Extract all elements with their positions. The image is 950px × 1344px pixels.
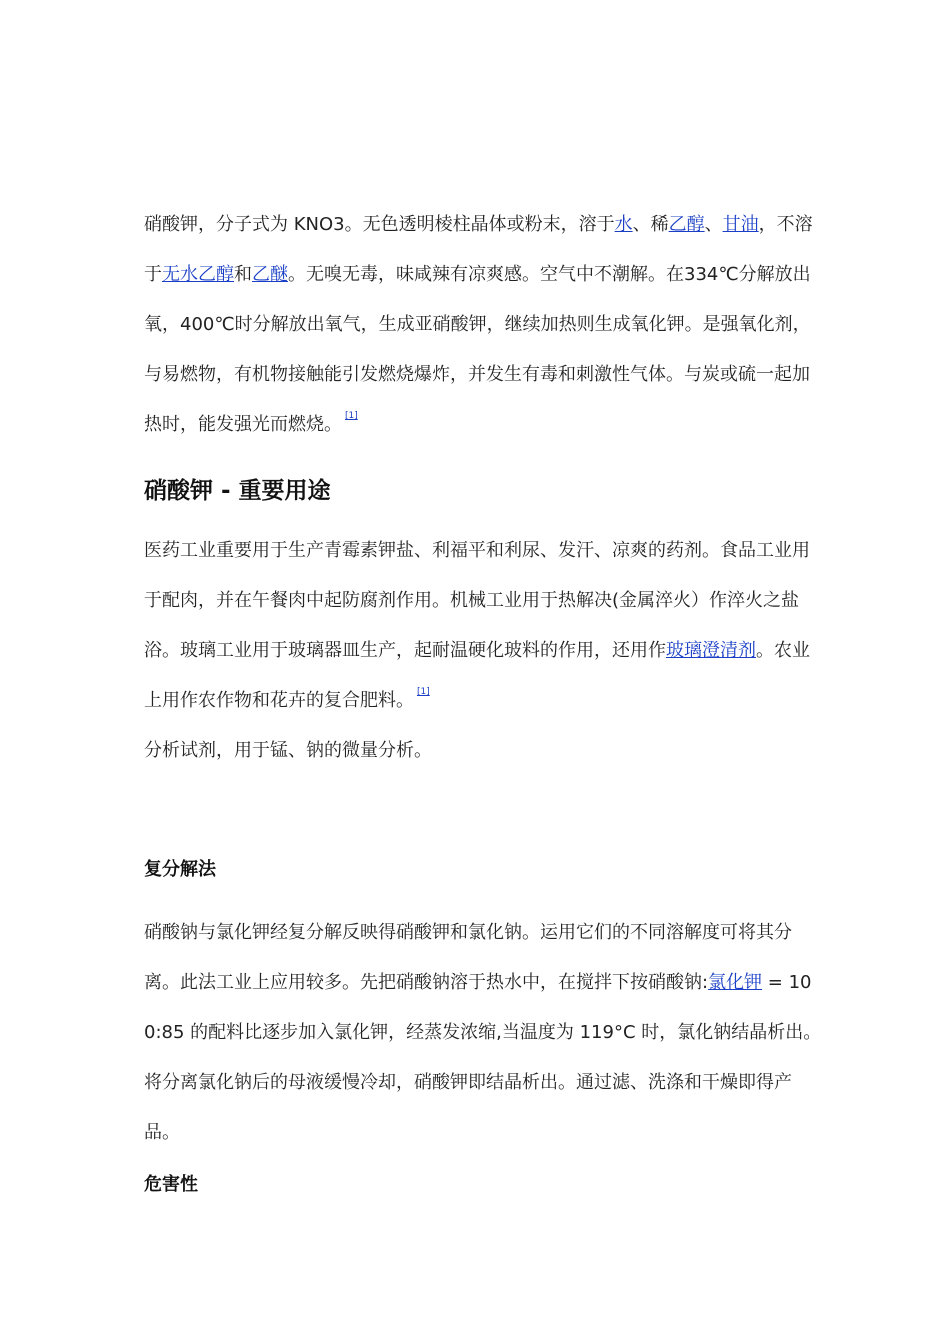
uses-text-1: 医药工业重要用于生产青霉素钾盐、利福平和利尿、发汗、凉爽的药剂。食品工业用于配肉，并在午餐肉中起防腐剂作用。机械工业用于热解决(金属淬火）作淬火之盐浴。玻璃工业用于玻璃器皿生产，起耐温硬化玻料的作用，还用作 (144, 540, 810, 661)
link-glass-clarifier[interactable]: 玻璃澄清剂 (666, 640, 756, 661)
intro-text-6: 。无嗅无毒，味咸辣有凉爽感。空气中不潮解。在334℃分解放出氧，400℃时分解放出氧气，生成亚硝酸钾，继续加热则生成氧化钾。是强氧化剂，与易燃物，有机物接触能引发燃烧爆炸，并发生有毒和刺激性气体。与炭或硫一起加热时，能发强光而燃烧。 (144, 264, 811, 435)
intro-text-1: 硝酸钾，分子式为 KNO3。无色透明棱柱晶体或粉末，溶于 (144, 214, 615, 235)
reagent-paragraph: 分析试剂，用于锰、钠的微量分析。 (144, 740, 432, 761)
method-heading: 复分解法 (144, 859, 216, 880)
intro-text-2: 、稀 (632, 214, 669, 235)
uses-reference-link[interactable]: [1] (417, 687, 430, 697)
link-potassium-chloride[interactable]: 氯化钾 (708, 972, 763, 993)
uses-text-2: 。农业上用作农作物和花卉的复合肥料。 (144, 640, 810, 711)
intro-text-4: ，不溶于 (144, 214, 813, 285)
uses-paragraph (144, 526, 824, 729)
intro-text-3: 、 (704, 214, 723, 235)
intro-paragraph (144, 200, 824, 453)
method-text-1: 硝酸钠与氯化钾经复分解反映得硝酸钾和氯化钠。运用它们的不同溶解度可将其分离。此法工业上应用较多。先把硝酸钠溶于热水中，在搅拌下按硝酸钠: (144, 922, 792, 993)
link-anhydrous-ethanol[interactable]: 无水乙醇 (162, 264, 234, 285)
link-ethanol[interactable]: 乙醇 (668, 214, 705, 235)
intro-reference (345, 411, 358, 421)
uses-reference (417, 687, 430, 697)
link-ether[interactable]: 乙醚 (252, 264, 288, 285)
intro-text-5: 和 (234, 264, 252, 285)
uses-heading: 硝酸钾 - 重要用途 (144, 478, 331, 504)
intro-reference-link[interactable]: [1] (345, 411, 358, 421)
method-text-2: = 100:85 的配料比逐步加入氯化钾，经蒸发浓缩,当温度为 119°C 时，氯化钠结晶析出。将分离氯化钠后的母液缓慢冷却，硝酸钾即结晶析出。通过滤、洗涤和干燥即得产品。 (144, 972, 822, 1143)
method-paragraph (144, 908, 824, 1158)
link-water[interactable]: 水 (614, 214, 633, 235)
hazard-heading: 危害性 (144, 1174, 198, 1195)
link-glycerol[interactable]: 甘油 (722, 214, 759, 235)
